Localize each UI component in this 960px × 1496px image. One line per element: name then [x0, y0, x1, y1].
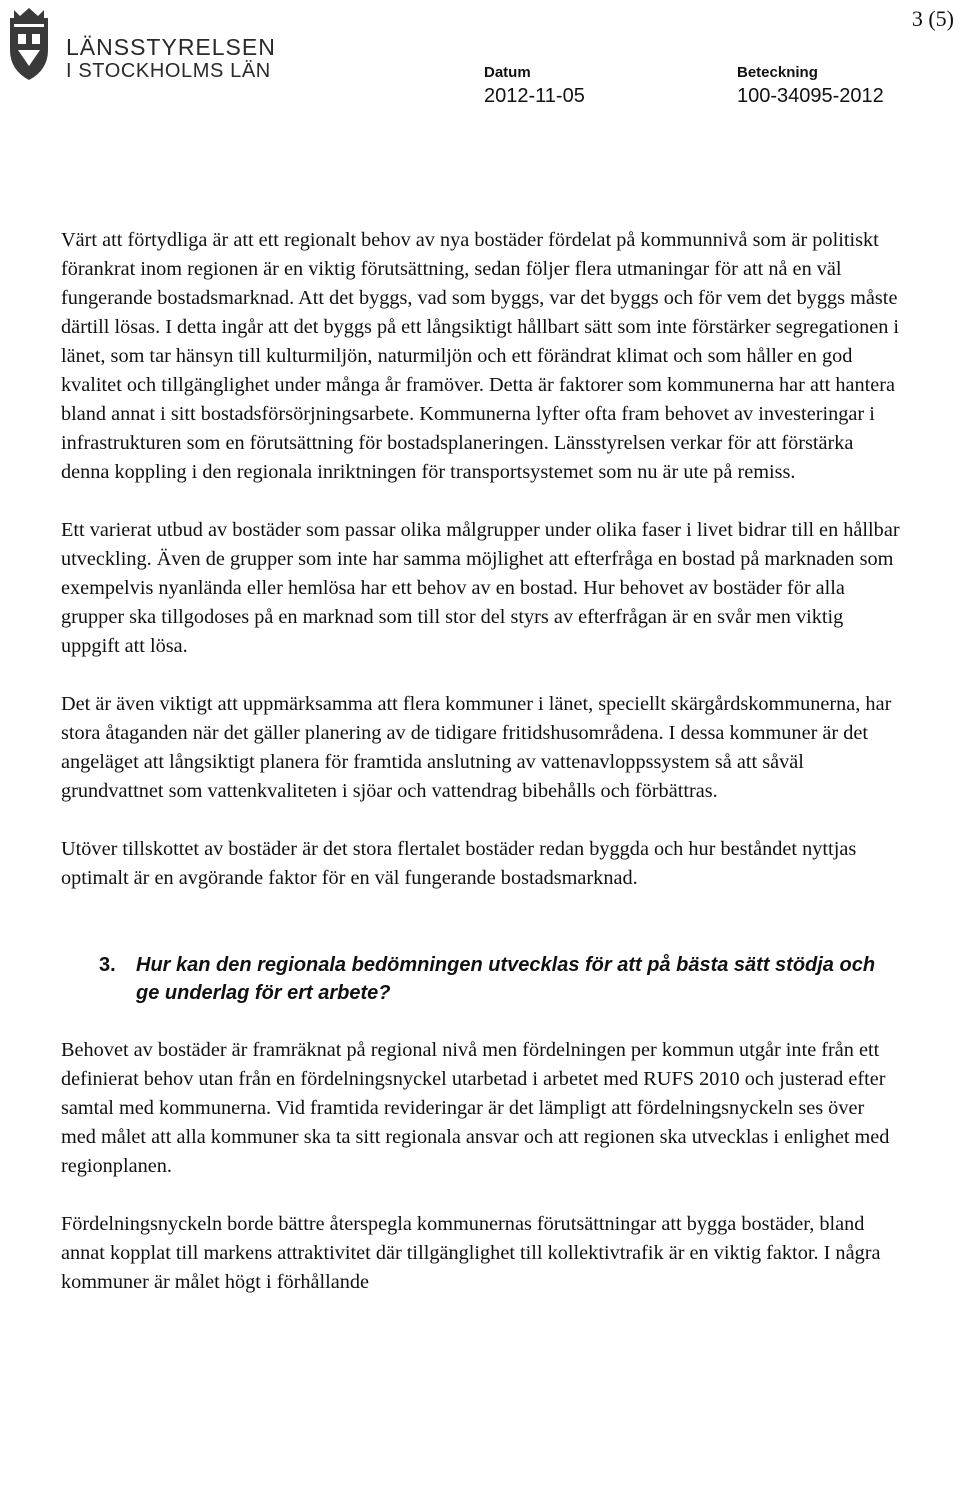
- section-number: 3.: [99, 954, 116, 976]
- org-name-line1: LÄNSSTYRELSEN: [66, 34, 276, 60]
- date-block: [484, 64, 585, 110]
- paragraph: Det är även viktigt att uppmärksamma att flera kommuner i länet, speciellt skärgårdskommunerna, har stora åtaganden när det gäller planering av de tidigare fritidshusområdena. I dessa kommuner är det angeläget att långsiktigt planera för framtida anslutning av vattenavloppssystem så att såväl grundvattnet som vattenkvaliteten i sjöar och vattendrag bibehålls och förbättras.: [61, 693, 892, 802]
- document-body: [61, 226, 901, 1297]
- paragraph: Fördelningsnyckeln borde bättre återspegla kommunernas förutsättningar att bygga bostäder, bland annat kopplat till markens attraktivitet där tillgänglighet till kollektivtrafik är en viktig faktor. I några kommuner är målet högt i förhållande: [61, 1213, 881, 1293]
- paragraph: Värt att förtydliga är att ett regionalt behov av nya bostäder fördelat på kommunnivå som är politiskt förankrat inom regionen är en viktig förutsättning, sedan följer flera utmaningar för att nå en väl fungerande bostadsmarknad. Att det byggs, vad som byggs, var det byggs och för vem det byggs måste därtill lösas. I detta ingår att det byggs på ett långsiktigt hållbart sätt som inte förstärker segregationen i länet, som tar hänsyn till kulturmiljön, naturmiljön och ett förändrat klimat och som håller en god kvalitet och tillgänglighet under många år framöver. Detta är faktorer som kommunerna har att hantera bland annat i sitt bostadsförsörjningsarbete. Kommunerna lyfter ofta fram behovet av investeringar i infrastrukturen som en förutsättning för bostadsplaneringen. Länsstyrelsen verkar för att förstärka denna koppling i den regionala inriktningen för transportsystemet som nu är ute på remiss.: [61, 229, 900, 483]
- org-name-line2: I STOCKHOLMS LÄN: [66, 60, 271, 82]
- agency-logo: [4, 4, 276, 84]
- reference-value: 100-34095-2012: [737, 85, 884, 107]
- date-label: Datum: [484, 64, 531, 81]
- page-number: 3 (5): [911, 6, 954, 31]
- section-heading-text: Hur kan den regionala bedömningen utvecklas för att på bästa sätt stödja och ge underlag för ert arbete?: [136, 954, 876, 1004]
- paragraph: Behovet av bostäder är framräknat på regional nivå men fördelningen per kommun utgår inte från ett definierat behov utan från en fördelningsnyckel utarbetad i arbetet med RUFS 2010 och justerad efter samtal med kommunerna. Vid framtida revideringar är det lämpligt att fördelningsnyckeln ses över med målet att alla kommuner ska ta sitt regionala ansvar och att regionen ska utvecklas i enlighet med regionplanen.: [61, 1039, 890, 1177]
- crest-icon: [4, 4, 54, 84]
- section-heading: [61, 951, 901, 1007]
- reference-block: [737, 64, 884, 110]
- paragraph: Ett varierat utbud av bostäder som passar olika målgrupper under olika faser i livet bidrar till en hållbar utveckling. Även de grupper som inte har samma möjlighet att efterfråga en bostad på marknaden som exempelvis nyanlända eller hemlösa har ett behov av en bostad. Hur behovet av bostäder för alla grupper ska tillgodoses på en marknad som till stor del styrs av efterfrågan är en svår men viktig uppgift att lösa.: [61, 519, 900, 657]
- paragraph: Utöver tillskottet av bostäder är det stora flertalet bostäder redan byggda och hur beståndet nyttjas optimalt är en avgörande faktor för en väl fungerande bostadsmarknad.: [61, 838, 857, 889]
- reference-label: Beteckning: [737, 64, 818, 81]
- date-value: 2012-11-05: [484, 85, 585, 107]
